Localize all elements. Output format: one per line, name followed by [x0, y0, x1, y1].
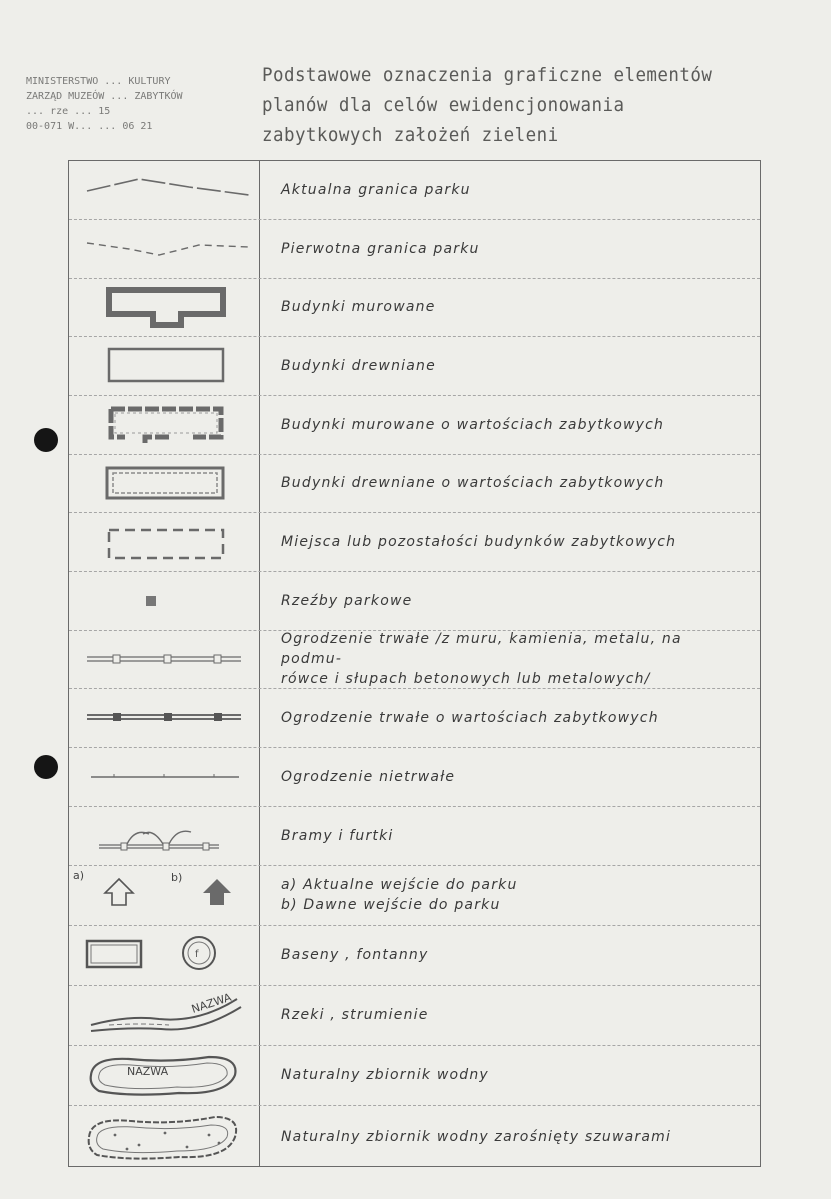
description-line: Budynki drewniane	[281, 357, 436, 374]
legend-description	[281, 708, 748, 728]
description-line: Rzeki , strumienie	[281, 1007, 429, 1023]
masonry-building-symbol	[69, 278, 259, 336]
description-line: a) Aktualne wejście do parku	[281, 877, 518, 893]
description-line: Rzeźby parkowe	[281, 592, 413, 609]
legend-row	[69, 219, 760, 279]
legend-row	[69, 336, 760, 396]
sculpture-symbol-graphic	[69, 571, 259, 630]
overgrown-pond-symbol-graphic	[69, 1105, 259, 1168]
original-boundary-symbol	[69, 219, 259, 278]
legend-description	[281, 415, 748, 435]
sculpture-symbol	[69, 571, 259, 630]
permanent-fence-symbol	[69, 630, 259, 688]
description-line: Budynki murowane	[281, 299, 436, 315]
legend-row	[69, 512, 760, 572]
title-line: zabytkowych założeń zieleni	[262, 124, 559, 146]
svg-text:f: f	[195, 949, 199, 960]
legend-row	[69, 925, 760, 986]
temporary-fence-symbol-graphic	[69, 747, 259, 806]
title-line: Podstawowe oznaczenia graficzne elementów	[262, 64, 713, 86]
legend-description	[281, 767, 748, 787]
stamp-line: ZARZĄD MUZEÓW ... ZABYTKÓW	[26, 91, 183, 102]
description-line: Naturalny zbiornik wodny	[281, 1067, 489, 1083]
masonry-building-symbol-graphic	[69, 278, 259, 336]
legend-row	[69, 1105, 760, 1168]
historic-wooden-building-symbol-graphic	[69, 454, 259, 512]
legend-table	[68, 160, 761, 1167]
description-line: Pierwotna granica parku	[281, 240, 480, 257]
wooden-building-symbol-graphic	[69, 336, 259, 395]
legend-description	[281, 1127, 748, 1147]
historic-fence-symbol	[69, 688, 259, 747]
legend-description	[281, 180, 748, 200]
river-symbol-graphic	[69, 985, 259, 1045]
legend-row	[69, 630, 760, 689]
actual-boundary-symbol-graphic	[69, 161, 259, 219]
description-line: Budynki murowane o wartościach zabytkowych	[281, 416, 665, 433]
legend-row	[69, 806, 760, 866]
description-line: Ogrodzenie trwałe /z muru, kamienia, metalu, na podmu-	[281, 631, 682, 667]
legend-row	[69, 571, 760, 631]
pond-symbol	[69, 1045, 259, 1105]
legend-description	[281, 945, 748, 965]
original-boundary-symbol-graphic	[69, 219, 259, 278]
historic-masonry-building-symbol-graphic	[69, 395, 259, 454]
building-remains-symbol-graphic	[69, 512, 259, 571]
permanent-fence-symbol-graphic	[69, 630, 259, 688]
stamp-line: MINISTERSTWO ... KULTURY	[26, 76, 171, 87]
legend-description	[281, 1005, 748, 1025]
legend-description	[281, 1065, 748, 1085]
title-line: planów dla celów ewidencjonowania	[262, 94, 625, 116]
legend-row	[69, 865, 760, 926]
pool-fountain-symbol-graphic	[69, 925, 259, 985]
legend-description	[281, 297, 748, 317]
legend-row	[69, 747, 760, 807]
description-line: Baseny , fontanny	[281, 947, 429, 963]
legend-row	[69, 688, 760, 748]
label-a: a)	[73, 869, 85, 882]
legend-description	[281, 826, 748, 846]
river-symbol	[69, 985, 259, 1045]
gate-symbol-graphic	[69, 806, 259, 865]
pond-symbol-graphic	[69, 1045, 259, 1105]
legend-row	[69, 985, 760, 1046]
document-title	[262, 60, 740, 150]
entrance-arrows-symbol	[69, 865, 259, 925]
legend-row	[69, 454, 760, 513]
description-line: Aktualna granica parku	[281, 182, 471, 198]
gate-symbol	[69, 806, 259, 865]
stamp-line: 00-071 W... ... 06 21	[26, 121, 153, 132]
legend-description	[281, 532, 748, 552]
description-line: Bramy i furtki	[281, 827, 394, 844]
legend-row	[69, 161, 760, 220]
stamp-line: ... rze ... 15	[26, 106, 111, 117]
legend-description	[281, 239, 748, 259]
legend-row	[69, 1045, 760, 1106]
legend-description	[281, 875, 748, 915]
description-line: rówce i słupach betonowych lub metalowych/	[281, 671, 651, 687]
historic-fence-symbol-graphic	[69, 688, 259, 747]
temporary-fence-symbol	[69, 747, 259, 806]
description-line: Budynki drewniane o wartościach zabytkowych	[281, 475, 665, 491]
punch-hole-top	[34, 428, 58, 452]
label-b: b)	[171, 871, 183, 884]
punch-hole-bottom	[34, 755, 58, 779]
pool-fountain-symbol	[69, 925, 259, 985]
description-line: Naturalny zbiornik wodny zarośnięty szuwarami	[281, 1128, 672, 1145]
building-remains-symbol	[69, 512, 259, 571]
institution-stamp	[26, 74, 258, 144]
legend-description	[281, 591, 748, 611]
wooden-building-symbol	[69, 336, 259, 395]
pond-name-label: NAZWA	[127, 1065, 169, 1078]
legend-row	[69, 278, 760, 337]
legend-description	[281, 356, 748, 376]
overgrown-pond-symbol	[69, 1105, 259, 1168]
historic-wooden-building-symbol	[69, 454, 259, 512]
legend-description	[281, 473, 748, 493]
description-line: Miejsca lub pozostałości budynków zabytkowych	[281, 533, 677, 550]
actual-boundary-symbol	[69, 161, 259, 219]
description-line: Ogrodzenie trwałe o wartościach zabytkowych	[281, 709, 659, 726]
legend-row	[69, 395, 760, 455]
description-line: Ogrodzenie nietrwałe	[281, 768, 456, 785]
legend-description	[281, 629, 748, 689]
river-name-label: NAZWA	[189, 990, 234, 1016]
description-line: b) Dawne wejście do parku	[281, 897, 501, 913]
entrance-arrows-symbol-graphic	[69, 865, 259, 925]
historic-masonry-building-symbol	[69, 395, 259, 454]
